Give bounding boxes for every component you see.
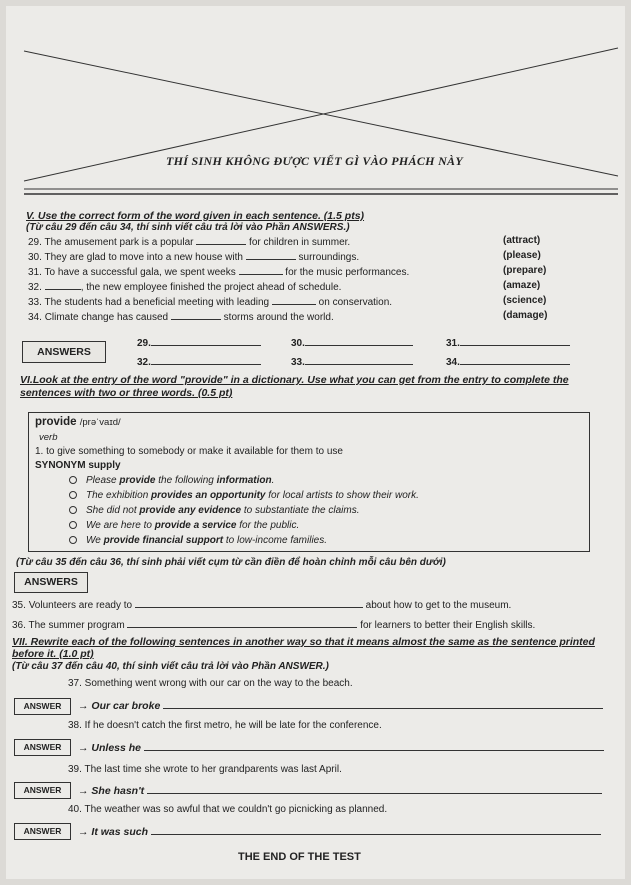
hint-30: (please): [503, 250, 541, 261]
section7-title: VII. Rewrite each of the following sentences in another way so that it means almost the same as the sentence printed before it. (1.0 pt): [12, 636, 595, 660]
section6-note: (Từ câu 35 đến câu 36, thí sinh phải viết cụm từ cần điền để hoàn chỉnh mỗi câu bên dưới): [16, 557, 446, 568]
question-34: [28, 310, 334, 323]
answer-row-39[interactable]: → She hasn't: [78, 784, 602, 797]
q-num: 29.: [28, 237, 42, 248]
bullet-icon: [69, 476, 77, 484]
dict-example-1: Please provide the following information.: [69, 475, 274, 486]
answer-line-34[interactable]: 34.: [446, 355, 570, 368]
q-after: storms around the world.: [223, 312, 334, 323]
answer-label-40: ANSWER: [14, 823, 71, 840]
answers-label-6: ANSWERS: [14, 572, 88, 593]
answer-label-38: ANSWER: [14, 739, 71, 756]
dict-example-5: We provide financial support to low-income families.: [69, 535, 327, 546]
question-30: [28, 250, 359, 263]
q-num: 30.: [28, 252, 42, 263]
end-of-test: THE END OF THE TEST: [238, 851, 361, 863]
q-before: Climate change has caused: [44, 312, 169, 323]
q-after: for children in summer.: [249, 237, 351, 248]
question-29: [28, 235, 350, 248]
question-31: [28, 265, 409, 278]
question-36: 36. The summer program for learners to better their English skills.: [12, 620, 536, 631]
answers-label: ANSWERS: [22, 341, 106, 363]
section7-note: (Từ câu 37 đến câu 40, thí sinh viết câu trả lời vào Phần ANSWER.): [12, 661, 329, 672]
prompt-40: 40. The weather was so awful that we couldn't go picnicking as planned.: [68, 804, 388, 815]
answer-row-37[interactable]: → Our car broke: [78, 699, 603, 712]
prompt-39: 39. The last time she wrote to her grandparents was last April.: [68, 764, 342, 775]
hint-33: (science): [503, 295, 547, 306]
q-num: 33.: [28, 297, 42, 308]
answer-line-29[interactable]: 29.: [137, 336, 261, 349]
answer-blank[interactable]: [272, 295, 316, 305]
prompt-37: 37. Something went wrong with our car on the way to the beach.: [68, 678, 353, 689]
answer-line-31[interactable]: 31.: [446, 336, 570, 349]
hint-34: (damage): [503, 310, 548, 321]
dict-pronunciation: /prəˈvaɪd/: [79, 417, 121, 428]
q-after: on conservation.: [318, 297, 393, 308]
answer-blank[interactable]: [171, 310, 221, 320]
header-notice: THÍ SINH KHÔNG ĐƯỢC VIẾT GÌ VÀO PHÁCH NÀY: [166, 154, 463, 168]
q-after: , the new employee finished the project ahead of schedule.: [80, 282, 342, 293]
answer-blank[interactable]: [135, 598, 363, 608]
section5-note: (Từ câu 29 đến câu 34, thí sinh viết câu trả lời vào Phần ANSWERS.): [26, 222, 350, 233]
dict-headword: provide: [35, 416, 77, 428]
prompt-38: 38. If he doesn't catch the first metro, he will be late for the conference.: [68, 720, 382, 731]
answer-blank[interactable]: [196, 235, 246, 245]
hint-31: (prepare): [503, 265, 547, 276]
answer-row-40[interactable]: → It was such: [78, 825, 601, 838]
section6-title: VI.Look at the entry of the word "provide" in a dictionary. Use what you can get from the entry to complete the sentences with two or three words. (0.5 pt): [20, 374, 569, 399]
answer-label-39: ANSWER: [14, 782, 71, 799]
dict-definition: 1. to give something to somebody or make it available for them to use: [35, 446, 343, 457]
q-before: They are glad to move into a new house with: [44, 252, 243, 263]
answer-line-33[interactable]: 33.: [291, 355, 413, 368]
q-after: surroundings.: [298, 252, 360, 263]
bullet-icon: [69, 536, 77, 544]
q-num: 34.: [28, 312, 42, 323]
dict-pos: verb: [39, 432, 58, 443]
dict-example-3: She did not provide any evidence to substantiate the claims.: [69, 505, 360, 516]
q-after: for the music performances.: [285, 267, 410, 278]
hint-32: (amaze): [503, 280, 541, 291]
answer-line-30[interactable]: 30.: [291, 336, 413, 349]
dictionary-entry: [28, 412, 590, 552]
question-33: [28, 295, 392, 308]
answer-blank[interactable]: [246, 250, 296, 260]
hint-29: (attract): [503, 235, 541, 246]
q-before: The students had a beneficial meeting with leading: [44, 297, 270, 308]
section5-title: V. Use the correct form of the word given in each sentence. (1.5 pts): [26, 210, 365, 222]
header-cross: [6, 6, 625, 206]
question-35: 35. Volunteers are ready to about how to get to the museum.: [12, 600, 512, 611]
bullet-icon: [69, 521, 77, 529]
bullet-icon: [69, 491, 77, 499]
bullet-icon: [69, 506, 77, 514]
answer-blank[interactable]: [45, 280, 81, 290]
answer-blank[interactable]: [239, 265, 283, 275]
dict-synonym: SYNONYM supply: [35, 460, 121, 471]
q-before: To have a successful gala, we spent weeks: [44, 267, 236, 278]
dict-example-4: We are here to provide a service for the public.: [69, 520, 299, 531]
exam-page: [6, 6, 625, 879]
answer-blank[interactable]: [127, 618, 357, 628]
question-32: [28, 280, 341, 293]
q-before: The amusement park is a popular: [44, 237, 194, 248]
dict-headword-line: [35, 416, 121, 428]
dict-example-2: The exhibition provides an opportunity for local artists to show their work.: [69, 490, 419, 501]
q-num: 31.: [28, 267, 42, 278]
answer-line-32[interactable]: 32.: [137, 355, 261, 368]
q-num: 32.: [28, 282, 42, 293]
answer-label-37: ANSWER: [14, 698, 71, 715]
answer-row-38[interactable]: → Unless he: [78, 741, 604, 754]
